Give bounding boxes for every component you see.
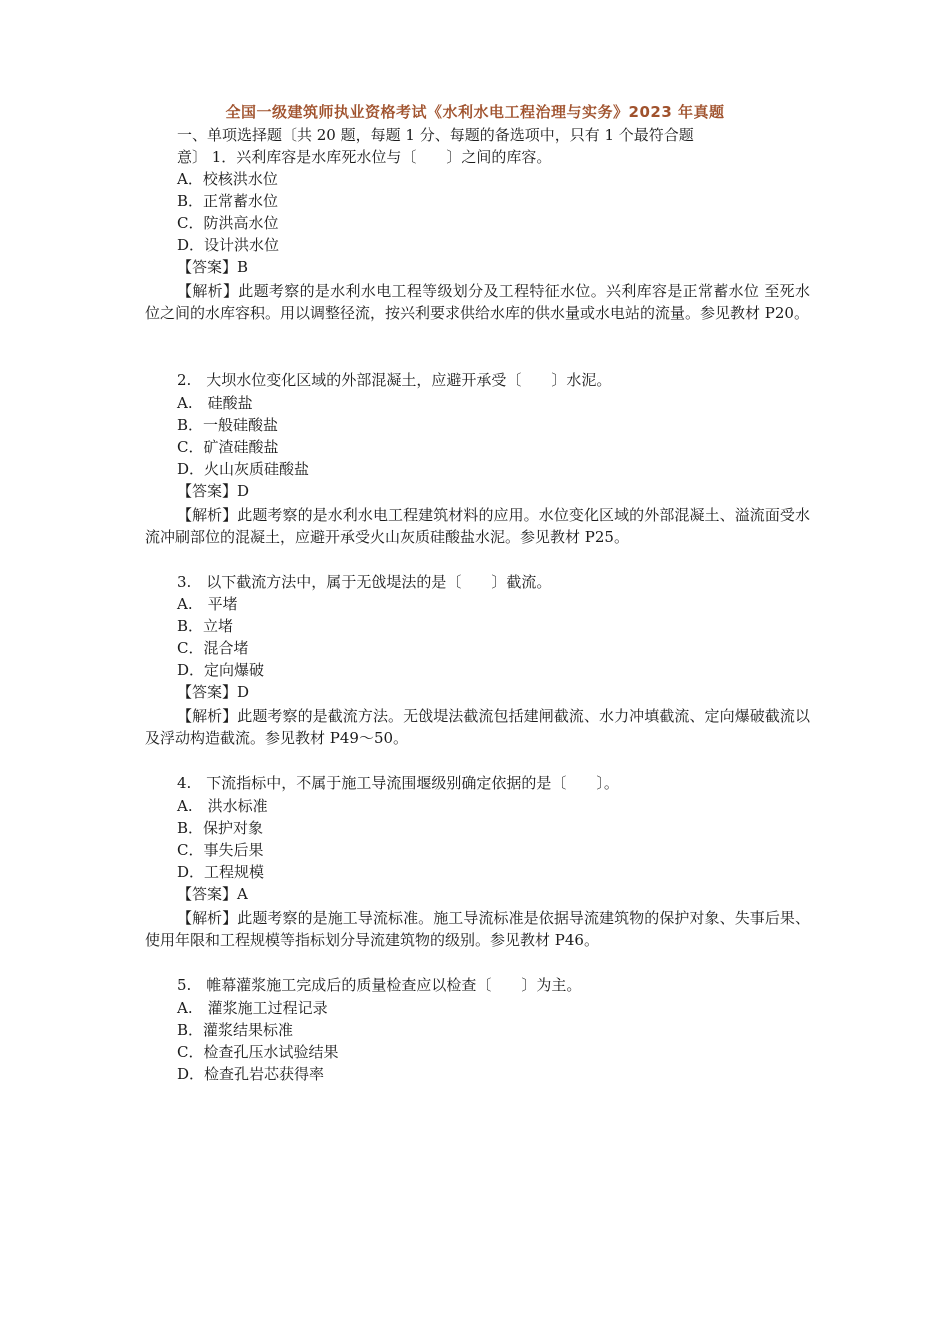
q1-option-c: C．防洪高水位 (177, 214, 279, 232)
q2-option-d: D．火山灰质硅酸盐 (177, 460, 310, 478)
q3-answer: 【答案】D (177, 683, 250, 701)
q3-option-d: D．定向爆破 (177, 661, 265, 679)
q3-analysis: 【解析】此题考察的是截流方法。无戗堤法截流包括建闸截流、水力冲填截流、定向爆破截流以及浮动构造截流。参见教材 P49～50。 (145, 707, 810, 747)
q3-option-a: A. 平堵 (177, 595, 238, 613)
section-header: 一、单项选择题〔共 20 题，每题 1 分、每题的备选项中，只有 1 个最符合题 (177, 126, 694, 144)
q4-stem: 4. 下流指标中，不属于施工导流围堰级别确定依据的是〔 〕。 (177, 774, 619, 792)
q2-option-c: C．矿渣硅酸盐 (177, 438, 279, 456)
q4-option-b: B．保护对象 (177, 819, 264, 837)
q5-option-c: C．检查孔压水试验结果 (177, 1043, 339, 1061)
q2-answer: 【答案】D (177, 482, 250, 500)
q5-option-a: A. 灌浆施工过程记录 (177, 999, 328, 1017)
q4-option-a: A. 洪水标准 (177, 797, 268, 815)
q1-answer: 【答案】B (177, 258, 249, 276)
q2-analysis: 【解析】此题考察的是水利水电工程建筑材料的应用。水位变化区域的外部混凝土、溢流面受水流冲刷部位的混凝土，应避开承受火山灰质硅酸盐水泥。参见教材 P25。 (145, 506, 810, 546)
q2-option-a: A. 硅酸盐 (177, 394, 253, 412)
q4-option-c: C．事失后果 (177, 841, 264, 859)
q1-option-a: A．校核洪水位 (177, 170, 278, 188)
document-title: 全国一级建筑师执业资格考试《水利水电工程治理与实务》2023 年真题 (225, 103, 725, 121)
q3-option-c: C．混合堵 (177, 639, 249, 657)
q2-option-b: B．一般硅酸盐 (177, 416, 279, 434)
q5-option-d: D．检查孔岩芯获得率 (177, 1065, 325, 1083)
q1-option-d: D．设计洪水位 (177, 236, 280, 254)
q1-analysis: 【解析】此题考察的是水利水电工程等级划分及工程特征水位。兴利库容是正常蓄水位 至死水位之间的水库容积。用以调整径流，按兴利要求供给水库的供水量或水电站的流量。参见教材 P20。 (145, 282, 810, 322)
q4-option-d: D．工程规模 (177, 863, 265, 881)
q4-answer: 【答案】A (177, 885, 248, 903)
q5-stem: 5. 帷幕灌浆施工完成后的质量检查应以检查〔 〕为主。 (177, 976, 582, 994)
q2-stem: 2. 大坝水位变化区域的外部混凝土，应避开承受〔 〕水泥。 (177, 371, 612, 389)
q3-option-b: B．立堵 (177, 617, 234, 635)
q4-analysis: 【解析】此题考察的是施工导流标准。施工导流标准是依据导流建筑物的保护对象、失事后果、使用年限和工程规模等指标划分导流建筑物的级别。参见教材 P46。 (145, 909, 810, 949)
q5-option-b: B．灌浆结果标准 (177, 1021, 294, 1039)
q1-option-b: B．正常蓄水位 (177, 192, 279, 210)
question-1-stem: 意〕 1．兴利库容是水库死水位与〔 〕之间的库容。 (177, 148, 552, 166)
q3-stem: 3. 以下截流方法中，属于无戗堤法的是〔 〕截流。 (177, 573, 552, 591)
